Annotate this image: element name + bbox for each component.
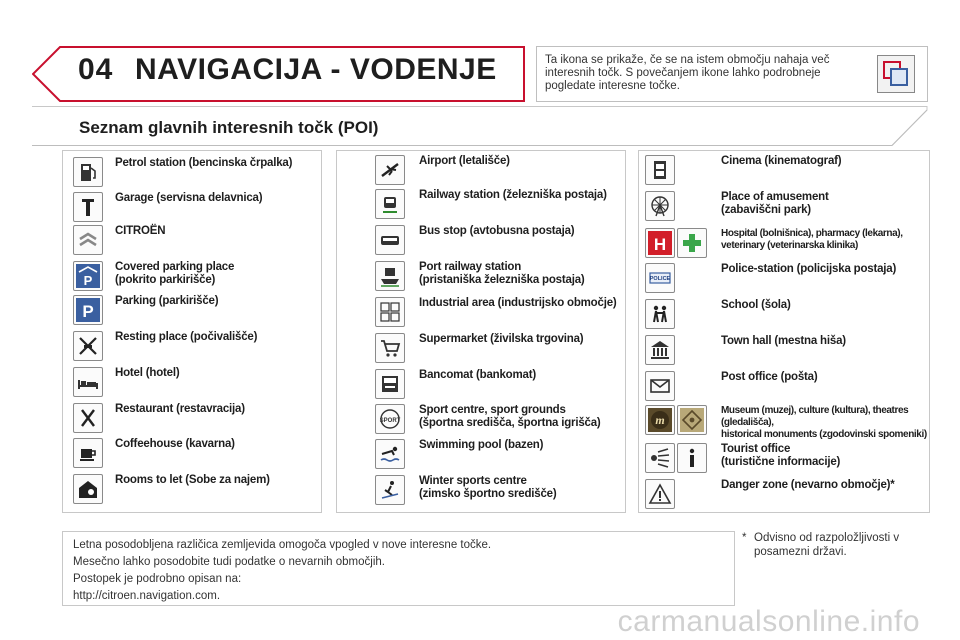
poi-label: Industrial area (industrijsko območje) [419, 297, 617, 309]
poi-icons [645, 191, 675, 221]
poi-label: Cinema (kinematograf) [721, 155, 842, 167]
airplane-icon [375, 155, 405, 185]
poi-column-3 [638, 150, 930, 513]
section-title: Seznam glavnih interesnih točk (POI) [79, 118, 379, 137]
knife-fork-icon [73, 403, 103, 433]
poi-label: Bancomat (bankomat) [419, 369, 536, 381]
poi-label: Restaurant (restavracija) [115, 403, 245, 415]
poi-label: Sport centre, sport grounds (športna središča, športna igrišča) [419, 404, 601, 429]
poi-icons [375, 261, 405, 291]
footer-line-3: Postopek je podrobno opisan na: [73, 573, 242, 585]
covered-parking-icon [73, 261, 103, 291]
museum-m-icon [645, 405, 675, 435]
poi-icons [645, 443, 707, 473]
bus-icon [375, 225, 405, 255]
info-text: Ta ikona se prikaže, če se na istem območju nahaja več interesnih točk. S povečanjem ikone lahko podrobneje pogledate interesne točke. [545, 54, 830, 92]
hospital-h-icon [645, 228, 675, 258]
poi-label: Supermarket (živilska trgovina) [419, 333, 584, 345]
tourist-office-icon [645, 443, 675, 473]
port-railway-icon [375, 261, 405, 291]
poi-label: Bus stop (avtobusna postaja) [419, 225, 575, 237]
police-icon [645, 263, 675, 293]
poi-label: Town hall (mestna hiša) [721, 335, 846, 347]
poi-label: Winter sports centre (zimsko športno središče) [419, 475, 557, 500]
poi-icons [73, 192, 103, 222]
wrench-icon [73, 192, 103, 222]
poi-icons [645, 228, 707, 258]
multiple-poi-icon [877, 55, 915, 93]
poi-label: Tourist office (turistične informacije) [721, 443, 841, 468]
poi-label: Swimming pool (bazen) [419, 439, 544, 451]
poi-label: CITROËN [115, 225, 166, 237]
poi-icons [73, 331, 103, 361]
watermark: carmanualsonline.info [617, 605, 920, 638]
parking-icon [73, 295, 103, 325]
shopping-cart-icon [375, 333, 405, 363]
coffee-cup-icon [73, 438, 103, 468]
svg-text:P: P [83, 273, 93, 288]
poi-label: Railway station (železniška postaja) [419, 189, 607, 201]
monument-icon [677, 405, 707, 435]
chapter-number: 04 [78, 53, 114, 86]
poi-icons [645, 263, 675, 293]
poi-column-2 [336, 150, 626, 513]
footer-line-1: Letna posodobljena različica zemljevida omogoča vpogled v nove interesne točke. [73, 539, 492, 551]
film-icon [645, 155, 675, 185]
poi-column-1 [62, 150, 322, 513]
atm-icon [375, 369, 405, 399]
poi-icons [645, 155, 675, 185]
svg-text:m: m [655, 413, 665, 427]
poi-label: Police-station (policijska postaja) [721, 263, 897, 275]
svg-text:SPORT: SPORT [379, 418, 401, 424]
footnote-text: Odvisno od razpoložljivosti v posamezni državi. [754, 532, 900, 558]
rooms-to-let-icon [73, 474, 103, 504]
info-box [536, 46, 928, 102]
poi-icons [375, 297, 405, 327]
poi-icons [375, 155, 405, 185]
poi-icons [73, 295, 103, 325]
poi-label: Port railway station (pristaniška železniška postaja) [419, 261, 585, 286]
citroen-chevrons-icon [73, 225, 103, 255]
footer-box [62, 531, 735, 606]
svg-text:H: H [653, 235, 667, 254]
poi-label: Airport (letališče) [419, 155, 510, 167]
poi-label: Danger zone (nevarno območje)* [721, 479, 895, 491]
poi-label: Place of amusement (zabaviščni park) [721, 191, 829, 216]
poi-icons [73, 225, 103, 255]
chapter-title: NAVIGACIJA - VODENJE [135, 53, 497, 86]
ferris-wheel-icon [645, 191, 675, 221]
swimmer-icon [375, 439, 405, 469]
poi-label: Garage (servisna delavnica) [115, 192, 263, 204]
footnote [742, 531, 932, 559]
poi-icons [645, 299, 675, 329]
poi-icons [73, 438, 103, 468]
poi-icons [375, 189, 405, 219]
poi-icons [73, 157, 103, 187]
poi-label: Hotel (hotel) [115, 367, 180, 379]
svg-text:P: P [82, 302, 94, 321]
poi-icons [73, 403, 103, 433]
hotel-bed-icon [73, 367, 103, 397]
info-i-icon [677, 443, 707, 473]
poi-icons [375, 439, 405, 469]
poi-label: School (šola) [721, 299, 791, 311]
fuel-pump-icon [73, 157, 103, 187]
poi-label: Resting place (počivališče) [115, 331, 258, 343]
poi-label: Hospital (bolnišnica), pharmacy (lekarna), veterinary (veterinarska klinika) [721, 228, 903, 251]
poi-label: Coffeehouse (kavarna) [115, 438, 235, 450]
poi-label: Museum (muzej), culture (kultura), theatres (gledališča), historical monuments (zgodovinski spomeniki) [721, 405, 927, 440]
poi-icons [375, 369, 405, 399]
poi-icons [645, 405, 707, 435]
poi-label: Parking (parkirišče) [115, 295, 219, 307]
poi-icons [375, 404, 405, 434]
poi-icons [375, 475, 405, 505]
poi-icons [375, 225, 405, 255]
footer-line-4: http://citroen.navigation.com. [73, 590, 221, 602]
skier-icon [375, 475, 405, 505]
poi-label: Rooms to let (Sobe za najem) [115, 474, 270, 486]
pharmacy-cross-icon [677, 228, 707, 258]
svg-text:POLICE: POLICE [649, 276, 671, 282]
danger-zone-icon [645, 479, 675, 509]
poi-label: Covered parking place (pokrito parkirišče) [115, 261, 235, 286]
poi-icons [645, 479, 675, 509]
poi-icons [645, 335, 675, 365]
footer-line-2: Mesečno lahko posodobite tudi podatke o nevarnih območjih. [73, 556, 385, 568]
poi-icons [645, 371, 675, 401]
poi-icons [375, 333, 405, 363]
envelope-icon [645, 371, 675, 401]
train-icon [375, 189, 405, 219]
poi-icons [73, 474, 103, 504]
sport-centre-icon [375, 404, 405, 434]
poi-label: Post office (pošta) [721, 371, 818, 383]
footnote-star: * [742, 532, 747, 544]
industrial-area-icon [375, 297, 405, 327]
resting-place-icon [73, 331, 103, 361]
school-children-icon [645, 299, 675, 329]
poi-icons [73, 261, 103, 291]
poi-icons [73, 367, 103, 397]
town-hall-icon [645, 335, 675, 365]
poi-label: Petrol station (bencinska črpalka) [115, 157, 293, 169]
